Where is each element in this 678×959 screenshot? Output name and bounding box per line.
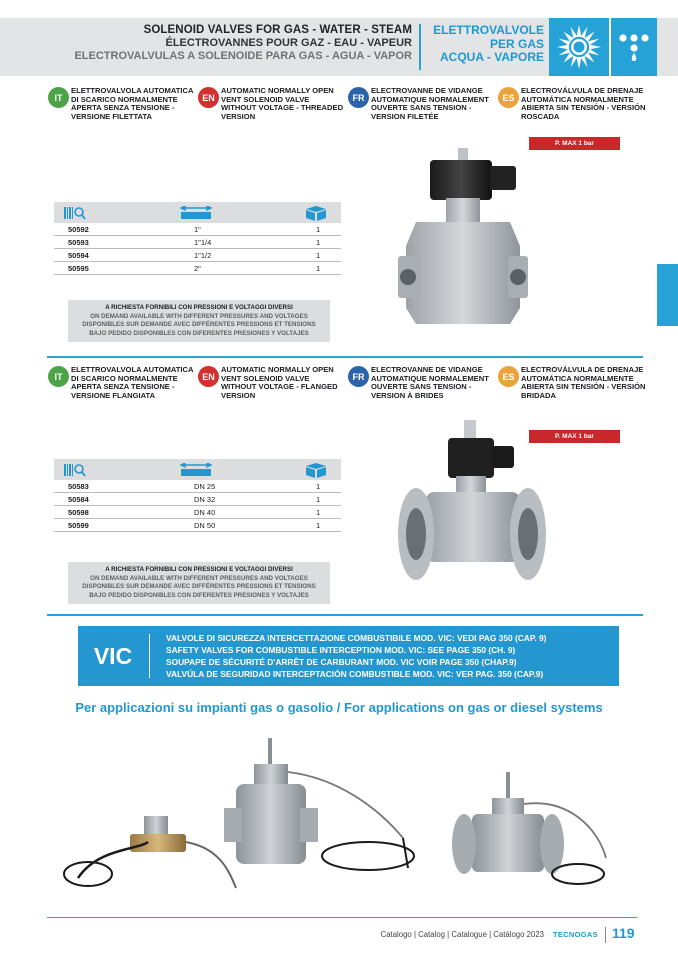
lang-block-es: [498, 366, 648, 400]
description-it: ELETTROVALVOLA AUTOMATICA DI SCARICO NORMALMENTE APERTA SENZA TENSIONE - VERSIONE FLANGIATA: [71, 365, 194, 400]
lang-block-en: [198, 87, 346, 121]
header-titles: [74, 24, 412, 63]
availability-note: A RICHIESTA FORNIBILI CON PRESSIONI E VOLTAGGI DIVERSI ON DEMAND AVAILABLE WITH DIFFERENT PRESSURES AND VOLTAGES DISPONIBLES SUR DEMANDE AVEC DIFFÉRENTES PRESSIONS ET TENSIONS BAJO PEDIDO DISPONIBLES CON DIFERENTES PRESIONES Y VOLTAJES: [68, 300, 330, 342]
package-icon: [306, 463, 326, 478]
lang-block-it: [48, 87, 196, 121]
table-row: 50598 DN 40 1: [54, 506, 341, 519]
header-divider: [419, 24, 421, 70]
page-number: 119: [612, 925, 635, 941]
vic-divider: [149, 634, 150, 678]
footer-brand: TECNOGAS: [553, 930, 598, 939]
header-title-fr: ÉLECTROVANNES POUR GAZ - EAU - VAPEUR: [165, 37, 412, 49]
lang-block-en: [198, 366, 346, 400]
badge-fr: FR: [348, 366, 369, 387]
flanged-valve-image: [396, 420, 548, 595]
header-title-it: ELETTROVALVOLE PER GAS ACQUA - VAPORE: [433, 23, 544, 64]
application-valves-image: [58, 738, 618, 908]
availability-note: A RICHIESTA FORNIBILI CON PRESSIONI E VOLTAGGI DIVERSI ON DEMAND AVAILABLE WITH DIFFERENT PRESSURES AND VOLTAGES DISPONIBLES SUR DEMANDE AVEC DIFFÉRENTES PRESSIONS ET TENSIONS BAJO PEDIDO DISPONIBLES CON DIFERENTES PRESIONES Y VOLTAJES: [68, 562, 330, 604]
description-en: AUTOMATIC NORMALLY OPEN VENT SOLENOID VALVE WITHOUT VOLTAGE - THREADED VERSION: [221, 86, 344, 121]
badge-fr: FR: [348, 87, 369, 108]
chapter-side-tab: [657, 264, 678, 326]
table-row: 50595 2" 1: [54, 262, 341, 275]
table-row: 50594 1"1/2 1: [54, 249, 341, 262]
table-header: [54, 459, 341, 480]
table-header: [54, 202, 341, 223]
table-row: 50584 DN 32 1: [54, 493, 341, 506]
section-divider: [47, 614, 643, 616]
description-es: ELECTROVÁLVULA DE DRENAJE AUTOMÁTICA NORMALMENTE ABIERTA SIN TENSIÓN - VERSIÓN BRIDADA: [521, 365, 646, 400]
description-it: ELETTROVALVOLA AUTOMATICA DI SCARICO NORMALMENTE APERTA SENZA TENSIONE - VERSIONE FILETTATA: [71, 86, 194, 121]
description-fr: ELECTROVANNE DE VIDANGE AUTOMATIQUE NORMALEMENT OUVERTE SANS TENSION - VERSION FILETÉE: [371, 86, 489, 121]
footer-separator: [605, 927, 606, 943]
badge-it: IT: [48, 87, 69, 108]
header-title-es: ELECTROVALVULAS A SOLENOIDE PARA GAS - AGUA - VAPOR: [74, 50, 412, 62]
vic-label: VIC: [93, 642, 133, 669]
pressure-tag: P. MAX 1 bar: [529, 430, 620, 443]
dimension-icon: [180, 463, 212, 477]
dimension-icon: [180, 206, 212, 220]
badge-it: IT: [48, 366, 69, 387]
header-title-en: SOLENOID VALVES FOR GAS - WATER - STEAM: [143, 24, 412, 36]
applications-title: Per applicazioni su impianti gas o gasolio / For applications on gas or diesel systems: [75, 700, 603, 715]
catalog-code-icon: [64, 463, 86, 477]
table-row: 50592 1" 1: [54, 223, 341, 236]
lang-block-it: [48, 366, 196, 400]
product-table-flanged: [54, 459, 341, 532]
vic-banner: [78, 626, 619, 686]
description-fr: ELECTROVANNE DE VIDANGE AUTOMATIQUE NORMALEMENT OUVERTE SANS TENSION - VERSION À BRIDES: [371, 365, 489, 400]
vic-text: VALVOLE DI SICUREZZA INTERCETTAZIONE COMBUSTIBILE MOD. VIC: VEDI PAG 350 (CAP. 9) SAFETY VALVES FOR COMBUSTIBLE INTERCEPTION MOD. VIC: SEE PAGE 350 (CH. 9) SOUPAPE DE SÉCURITÉ D'ARRÊT DE CARBURANT MOD. VIC VOIR PAGE 350 (CHAP.9) VALVÚLA DE SEGURIDAD INTERCEPTACIÓN COMBUSTIBLE MOD. VIC: VER PAG. 350 (CAP.9): [166, 633, 547, 679]
badge-en: EN: [198, 87, 219, 108]
description-es: ELECTROVÁLVULA DE DRENAJE AUTOMÁTICA NORMALMENTE ABIERTA SIN TENSIÓN - VERSIÓN ROSCADA: [521, 86, 646, 121]
table-row: 50599 DN 50 1: [54, 519, 341, 532]
badge-es: ES: [498, 87, 519, 108]
table-row: 50583 DN 25 1: [54, 480, 341, 493]
package-icon: [306, 206, 326, 221]
lang-block-fr: [348, 87, 496, 121]
product-table-threaded: [54, 202, 341, 275]
description-en: AUTOMATIC NORMALLY OPEN VENT SOLENOID VALVE WITHOUT VOLTAGE - FLANGED VERSION: [221, 365, 338, 400]
pressure-tag: P. MAX 1 bar: [529, 137, 620, 150]
lang-block-fr: [348, 366, 496, 400]
catalog-code-icon: [64, 206, 86, 220]
lang-block-es: [498, 87, 648, 121]
drops-logo-icon: [609, 18, 657, 76]
badge-en: EN: [198, 366, 219, 387]
threaded-valve-image: [398, 148, 528, 328]
footer-catalog: Catalogo | Catalog | Catalogue | Catálogo 2023: [380, 930, 544, 939]
section-divider: [47, 356, 643, 358]
table-row: 50593 1"1/4 1: [54, 236, 341, 249]
badge-es: ES: [498, 366, 519, 387]
sun-logo-icon: [549, 18, 609, 76]
footer-line: [47, 917, 637, 918]
